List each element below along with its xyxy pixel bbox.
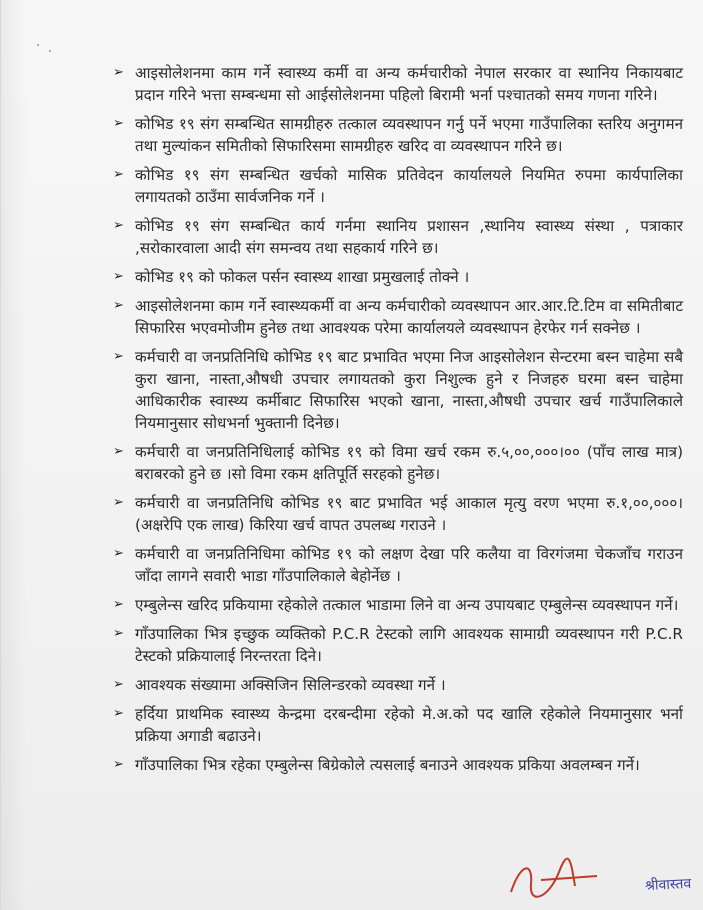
signature-stamp — [501, 854, 691, 904]
arrow-bullet-icon: ➢ — [113, 218, 124, 233]
item-text: हर्दिया प्राथमिक स्वास्थ्य केन्द्रमा दरबन्दीमा रहेको मे.अ.को पद खालि रहेकोले नियमानुसार भर्ना प्रक्रिया अगाडी बढाउने। — [135, 705, 683, 745]
arrow-bullet-icon: ➢ — [113, 495, 124, 510]
arrow-bullet-icon: ➢ — [113, 269, 124, 284]
arrow-bullet-icon: ➢ — [113, 444, 124, 459]
item-text: गाँउपालिका भित्र रहेका एम्बुलेन्स बिग्रेकोले त्यसलाई बनाउने आवश्यक प्रकिया अवलम्बन गर्ने। — [135, 756, 640, 774]
list-item — [113, 623, 683, 667]
item-text: कर्मचारी वा जनप्रतिनिधि कोभिड १९ बाट प्रभावित भई आकाल मृत्यु वरण भएमा रु.१,००,०००।(अक्षरेपि एक लाख) किरिया खर्च वापत उपलब्ध गराउने । — [135, 494, 683, 534]
arrow-bullet-icon: ➢ — [113, 706, 124, 721]
arrow-bullet-icon: ➢ — [113, 298, 124, 313]
item-text: आवश्यक संख्यामा अक्सिजिन सिलिन्डरको व्यवस्था गर्ने । — [135, 676, 446, 694]
arrow-bullet-icon: ➢ — [113, 757, 124, 772]
arrow-bullet-icon: ➢ — [113, 597, 124, 612]
list-item — [113, 266, 683, 288]
list-item — [113, 492, 683, 536]
item-text: कोभिड १९ संग सम्बन्धित खर्चको मासिक प्रतिवेदन कार्यालयले नियमित रुपमा कार्यपालिका लगायतको ठाउँमा सार्वजनिक गर्ने । — [135, 166, 683, 206]
list-item — [113, 703, 683, 747]
list-item — [113, 441, 683, 485]
item-text: आइसोलेशनमा काम गर्ने स्वास्थ्य कर्मी वा अन्य कर्मचारीको नेपाल सरकार वा स्थानिय निकायबाट प्रदान गरिने भत्ता सम्बन्धमा सो आईसोलेशनमा पहिलो बिरामी भर्ना पश्चातको समय गणना गरिने। — [135, 64, 683, 104]
list-item — [113, 543, 683, 587]
arrow-bullet-icon: ➢ — [113, 349, 124, 364]
item-text: कर्मचारी वा जनप्रतिनिधिलाई कोभिड १९ को विमा खर्च रकम रु.५,००,०००।०० (पाँच लाख मात्र) बराबरको हुने छ ।सो विमा रकम क्षतिपूर्ति सरहको हुनेछ। — [135, 443, 683, 483]
item-text: कोभिड १९ संग सम्बन्धित कार्य गर्नमा स्थानिय प्रशासन ,स्थानिय स्वास्थ्य संस्था , पत्राकार ,सरोकारवाला आदी संग समन्वय तथा सहकार्य गरिने छ। — [135, 217, 683, 257]
decision-list — [113, 62, 683, 783]
list-item — [113, 113, 683, 157]
item-text: एम्बुलेन्स खरिद प्रकियामा रहेकोले तत्काल भाडामा लिने वा अन्य उपायबाट एम्बुलेन्स व्यवस्थापन गर्ने। — [135, 596, 679, 614]
scan-speck — [37, 44, 39, 46]
item-text: कोभिड १९ को फोकल पर्सन स्वास्थ्य शाखा प्रमुखलाई तोक्ने । — [135, 268, 470, 286]
item-text: गाँउपालिका भित्र इच्छुक व्यक्तिको P.C.R टेस्टको लागि आवश्यक सामाग्री व्यवस्थापन गरी P.C.R टेस्टको प्रक्रियालाई निरन्तरता दिने। — [135, 625, 683, 665]
item-text: आइसोलेशनमा काम गर्ने स्वास्थ्यकर्मी वा अन्य कर्मचारीको व्यवस्थापन आर.आर.टि.टिम वा समितीबाट सिफारिस भएवमोजीम हुनेछ तथा आवश्यक परेमा कार्यालयले व्यवस्थापन हेरफेर गर्न सक्नेछ । — [135, 297, 683, 337]
arrow-bullet-icon: ➢ — [113, 546, 124, 561]
list-item — [113, 346, 683, 434]
arrow-bullet-icon: ➢ — [113, 116, 124, 131]
list-item — [113, 215, 683, 259]
signature-name: श्रीवास्तव — [644, 875, 692, 895]
list-item — [113, 295, 683, 339]
arrow-bullet-icon: ➢ — [113, 677, 124, 692]
item-text: कर्मचारी वा जनप्रतिनिधि कोभिड १९ बाट प्रभावित भएमा निज आइसोलेशन सेन्टरमा बस्न चाहेमा सबै कुरा खाना, नास्ता,औषधी उपचार लगायतको कुरा निशुल्क हुने र निजहरु घरमा बस्न चाहेमा आधिकारीक स्वास्थ्य कर्मीबाट सिफारिस भएको खाना, नास्ता,औषधी उपचार खर्च गाउँपालिकाले नियमानुसार सोधभर्ना भुक्तानी दिनेछ। — [135, 348, 683, 432]
list-item — [113, 754, 683, 776]
arrow-bullet-icon: ➢ — [113, 65, 124, 80]
item-text: कोभिड १९ संग सम्बन्धित सामग्रीहरु तत्काल व्यवस्थापन गर्नु पर्ने भएमा गाउँपालिका स्तरिय अनुगमन तथा मुल्यांकन समितीको सिफारिसमा सामग्रीहरु खरिद वा व्यवस्थापन गरिने छ। — [135, 115, 683, 155]
list-item — [113, 164, 683, 208]
arrow-bullet-icon: ➢ — [113, 167, 124, 182]
item-text: कर्मचारी वा जनप्रतिनिधिमा कोभिड १९ को लक्षण देखा परि कलैया वा विरगंजमा चेकजाँच गराउन जाँदा लागने सवारी भाडा गाँउपालिकाले बेहोर्नेछ । — [135, 545, 683, 585]
scan-speck — [49, 50, 51, 52]
list-item — [113, 62, 683, 106]
list-item — [113, 674, 683, 696]
list-item — [113, 594, 683, 616]
arrow-bullet-icon: ➢ — [113, 626, 124, 641]
